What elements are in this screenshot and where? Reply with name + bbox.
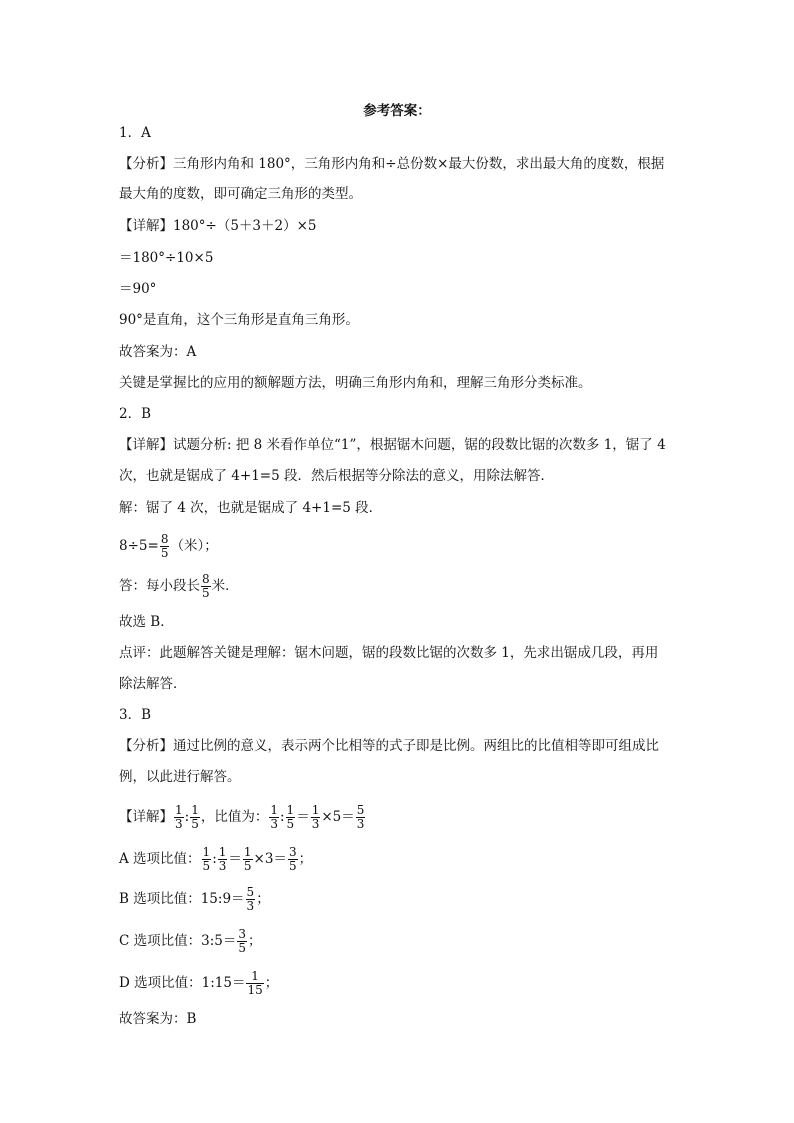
fraction-one-fifth (190, 804, 200, 831)
q3-option-c (119, 928, 262, 955)
fraction-numerator: 8 (160, 532, 169, 546)
q3-option-a (119, 846, 312, 873)
ratio-colon: : (279, 809, 285, 825)
q3-option-d (119, 970, 278, 997)
option-c-label: C 选项比值： (119, 933, 202, 949)
fraction-numerator: 1 (218, 845, 227, 859)
q3-detail-line (119, 804, 366, 831)
semicolon: ； (248, 933, 262, 949)
fraction-numerator: 1 (246, 970, 263, 984)
fraction-one-fifth (286, 804, 296, 831)
q2-answer-line (119, 573, 239, 600)
fraction-denominator: 5 (202, 586, 210, 600)
fraction-denominator: 5 (238, 941, 246, 955)
fraction-numerator: 1 (270, 803, 278, 817)
q2-calc-prefix: 8÷5= (119, 538, 159, 554)
q2-calculation (119, 533, 218, 560)
semicolon: ； (256, 891, 270, 907)
q2-comment-line-2: 除法解答． (119, 676, 187, 692)
q2-detail-line-1: 【详解】试题分析: 把 8 米看作单位“1”，根据锯木问题，锯的段数比锯的次数多 1，锯了 4 (119, 437, 666, 453)
q3-analysis-line-2: 例，以此进行解答。 (119, 769, 241, 785)
q2-choice: 故选 B． (119, 614, 174, 630)
fraction-numerator: 5 (356, 803, 365, 817)
q2-number: 2．B (119, 406, 152, 422)
fraction-denominator: 5 (286, 817, 295, 831)
fraction-five-thirds (246, 886, 256, 913)
fraction-denominator: 5 (202, 859, 211, 873)
semicolon: ； (298, 851, 313, 867)
q2-detail-line-2: 次，也就是锯成了 4+1=5 段．然后根据等分除法的意义，用除法解答． (119, 468, 554, 484)
fraction-denominator: 5 (288, 859, 297, 873)
fraction-denominator: 3 (356, 817, 365, 831)
q3-number: 3．B (119, 707, 152, 723)
times-three: ×3＝ (253, 851, 287, 867)
fraction-numerator: 1 (243, 845, 252, 859)
ratio-value-label: ，比值为： (200, 809, 269, 825)
fraction-numerator: 1 (175, 803, 183, 817)
q1-conclusion: 90°是直角，这个三角形是直角三角形。 (119, 312, 359, 328)
fraction-one-third (311, 804, 321, 831)
q2-answer-prefix: 答：每小段长 (119, 578, 200, 594)
fraction-numerator: 8 (202, 572, 210, 586)
fraction-numerator: 3 (288, 845, 297, 859)
q2-answer-unit: 米． (211, 578, 239, 594)
q2-calc-unit: （米）； (170, 538, 218, 554)
ratio-colon: : (212, 851, 217, 867)
fraction-denominator: 5 (160, 546, 169, 560)
fraction-denominator: 3 (175, 817, 183, 831)
q2-answer-fraction (201, 573, 211, 600)
fraction-numerator: 3 (238, 927, 246, 941)
q3-answer: 故答案为：B (119, 1011, 197, 1027)
q3-option-b (119, 886, 270, 913)
fraction-one-third (269, 804, 279, 831)
option-d-label: D 选项比值： (119, 975, 202, 991)
fraction-numerator: 1 (191, 803, 199, 817)
fraction-denominator: 3 (246, 899, 255, 913)
option-b-label: B 选项比值： (119, 891, 201, 907)
option-c-ratio: 3:5＝ (201, 933, 237, 949)
q2-calc-fraction (160, 533, 170, 560)
fraction-three-fifths (288, 846, 298, 873)
fraction-one-third (174, 804, 184, 831)
option-a-label: A 选项比值： (119, 851, 201, 867)
q1-step-2: ＝90° (119, 281, 157, 297)
fraction-denominator: 15 (247, 983, 263, 997)
fraction-numerator: 1 (202, 845, 211, 859)
q3-detail-label: 【详解】 (119, 809, 173, 825)
fraction-one-fifth (202, 846, 212, 873)
equals-sign: ＝ (296, 809, 310, 825)
q1-key-point: 关键是掌握比的应用的额解题方法，明确三角形内角和，理解三角形分类标准。 (119, 375, 592, 391)
q3-analysis-line-1: 【分析】通过比例的意义，表示两个比相等的式子即是比例。两组比的比值相等即可组成比 (119, 738, 659, 754)
q1-detail: 【详解】180°÷（5＋3＋2）×5 (119, 218, 317, 234)
fraction-denominator: 3 (311, 817, 320, 831)
fraction-one-fifteenth (246, 970, 263, 997)
fraction-numerator: 1 (311, 803, 320, 817)
q1-analysis-line-1: 【分析】三角形内角和 180°，三角形内角和÷总份数×最大份数，求出最大角的度数，根据 (119, 156, 665, 172)
equals-sign: ＝ (228, 851, 242, 867)
fraction-five-thirds (356, 804, 366, 831)
times-five: ×5＝ (321, 809, 355, 825)
option-d-ratio: 1:15＝ (201, 975, 246, 991)
fraction-one-fifth (243, 846, 253, 873)
q1-step-1: ＝180°÷10×5 (119, 250, 214, 266)
fraction-numerator: 5 (246, 885, 255, 899)
option-b-ratio: 15:9＝ (200, 891, 245, 907)
q1-answer: 故答案为：A (119, 344, 197, 360)
fraction-denominator: 5 (191, 817, 199, 831)
fraction-three-fifths (237, 928, 247, 955)
q2-comment-line-1: 点评：此题解答关键是理解：锯木问题，锯的段数比锯的次数多 1，先求出锯成几段，再用 (119, 645, 659, 661)
fraction-denominator: 3 (270, 817, 278, 831)
page-title: 参考答案： (363, 103, 431, 119)
fraction-denominator: 5 (243, 859, 252, 873)
semicolon: ； (264, 975, 279, 991)
fraction-numerator: 1 (286, 803, 295, 817)
ratio-colon: : (184, 809, 190, 825)
fraction-one-third (218, 846, 228, 873)
q1-number: 1．A (119, 125, 151, 141)
q2-solution: 解：锯了 4 次，也就是锯成了 4+1=5 段． (119, 500, 383, 516)
fraction-denominator: 3 (218, 859, 227, 873)
q1-analysis-line-2: 最大角的度数，即可确定三角形的类型。 (119, 186, 362, 202)
